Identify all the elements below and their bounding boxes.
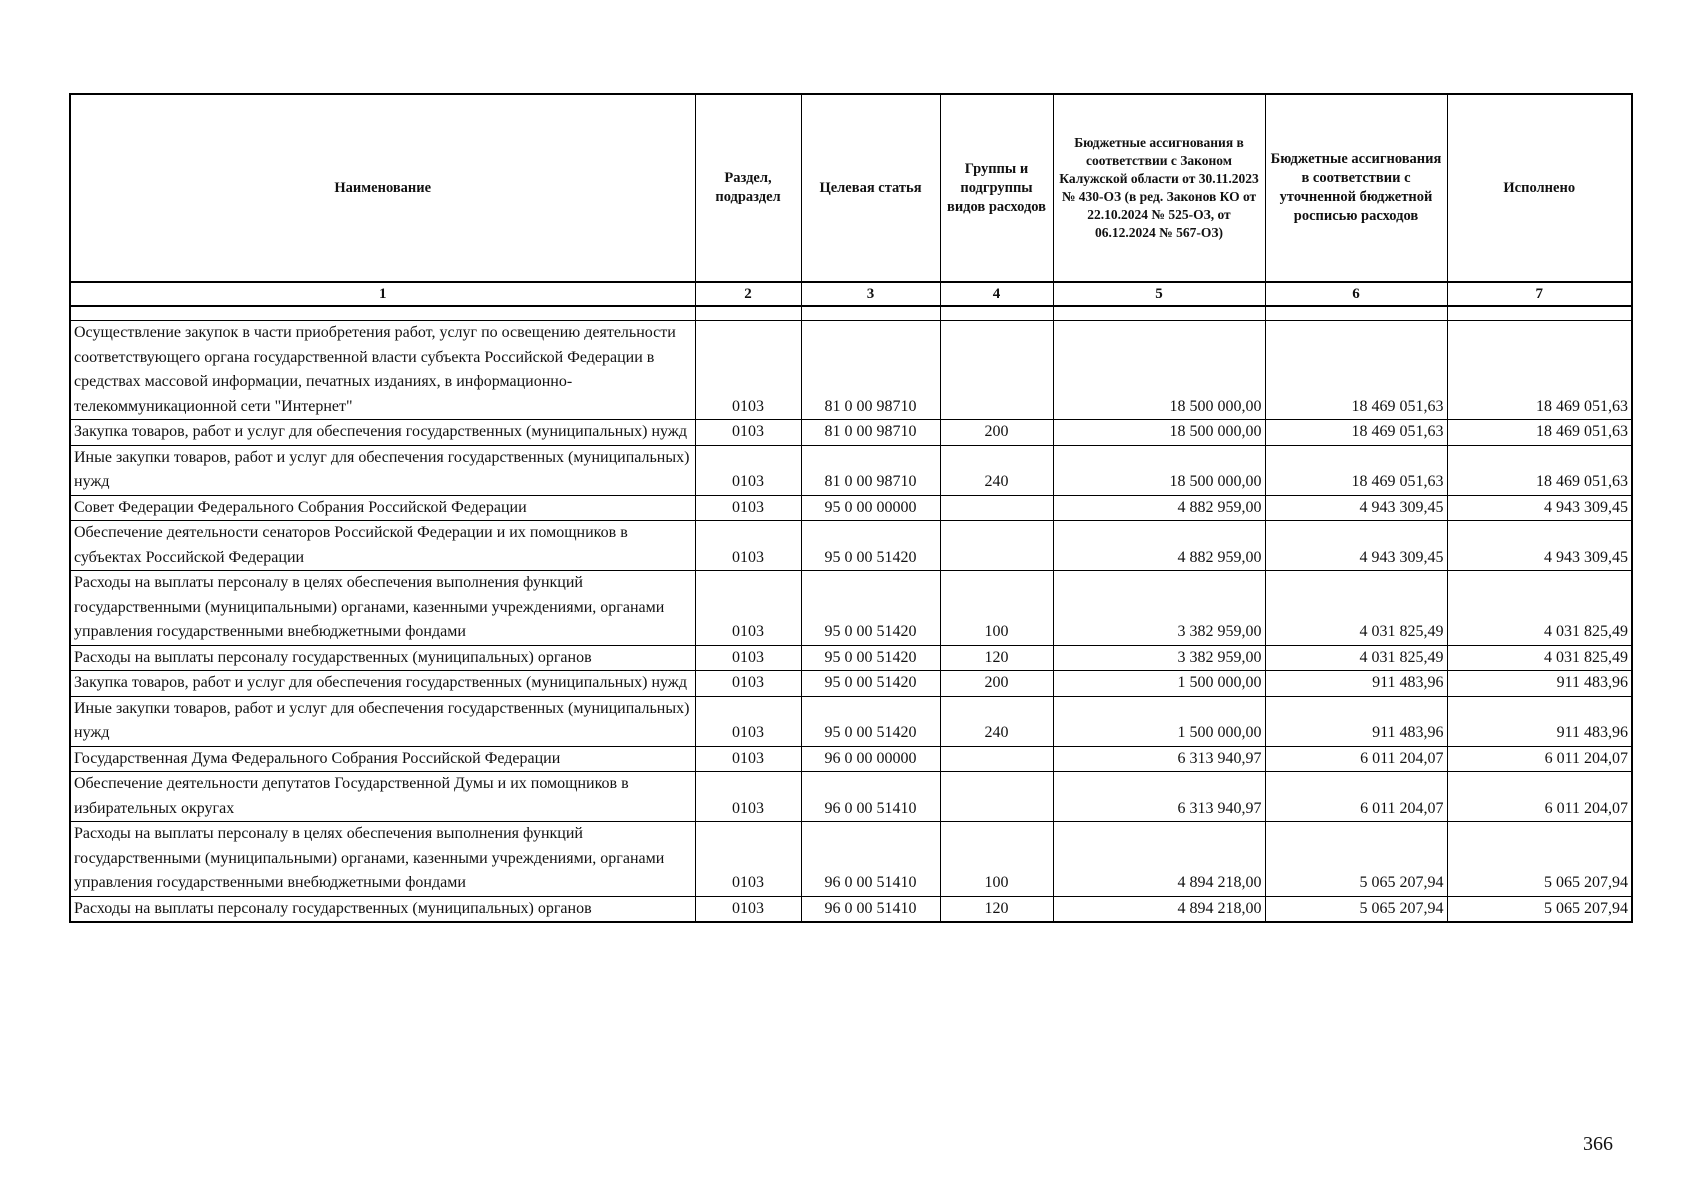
header-name: Наименование <box>70 94 695 282</box>
row-name-cell: Расходы на выплаты персоналу государственных (муниципальных) органов <box>70 896 695 922</box>
row-target-article-cell: 95 0 00 51420 <box>801 571 940 646</box>
row-executed-cell: 18 469 051,63 <box>1447 420 1632 446</box>
row-refined-allocation-cell: 5 065 207,94 <box>1265 822 1447 897</box>
row-refined-allocation-cell: 911 483,96 <box>1265 696 1447 746</box>
row-expense-group-cell: 240 <box>940 696 1053 746</box>
row-executed-cell: 4 943 309,45 <box>1447 521 1632 571</box>
row-expense-group-cell: 100 <box>940 571 1053 646</box>
row-refined-allocation-cell: 6 011 204,07 <box>1265 772 1447 822</box>
column-number: 6 <box>1265 282 1447 306</box>
row-refined-allocation-cell: 18 469 051,63 <box>1265 445 1447 495</box>
row-section-cell: 0103 <box>695 420 801 446</box>
row-refined-allocation-cell: 18 469 051,63 <box>1265 420 1447 446</box>
column-number: 4 <box>940 282 1053 306</box>
budget-table <box>69 93 1633 923</box>
row-name-cell: Совет Федерации Федерального Собрания Российской Федерации <box>70 495 695 521</box>
row-target-article-cell: 96 0 00 00000 <box>801 746 940 772</box>
table-row <box>70 772 1632 822</box>
column-number: 1 <box>70 282 695 306</box>
row-target-article-cell: 96 0 00 51410 <box>801 896 940 922</box>
row-refined-allocation-cell: 4 943 309,45 <box>1265 521 1447 571</box>
row-expense-group-cell: 200 <box>940 420 1053 446</box>
row-law-allocation-cell: 6 313 940,97 <box>1053 772 1265 822</box>
header-target-article: Целевая статья <box>801 94 940 282</box>
row-target-article-cell: 95 0 00 51420 <box>801 671 940 697</box>
row-law-allocation-cell: 18 500 000,00 <box>1053 445 1265 495</box>
row-section-cell: 0103 <box>695 521 801 571</box>
row-section-cell: 0103 <box>695 746 801 772</box>
row-section-cell: 0103 <box>695 571 801 646</box>
row-refined-allocation-cell: 18 469 051,63 <box>1265 321 1447 420</box>
row-executed-cell: 5 065 207,94 <box>1447 822 1632 897</box>
row-name-cell: Расходы на выплаты персоналу в целях обеспечения выполнения функций государственными (муниципальными) органами, казенными учреждениями, органами управления государственными внебюджетными фондами <box>70 571 695 646</box>
table-row <box>70 445 1632 495</box>
row-executed-cell: 18 469 051,63 <box>1447 321 1632 420</box>
row-target-article-cell: 81 0 00 98710 <box>801 445 940 495</box>
table-row <box>70 420 1632 446</box>
table-body <box>70 306 1632 922</box>
spacer-row <box>70 306 1632 321</box>
row-section-cell: 0103 <box>695 671 801 697</box>
row-target-article-cell: 81 0 00 98710 <box>801 321 940 420</box>
row-executed-cell: 4 031 825,49 <box>1447 571 1632 646</box>
row-executed-cell: 18 469 051,63 <box>1447 445 1632 495</box>
row-executed-cell: 4 031 825,49 <box>1447 645 1632 671</box>
row-law-allocation-cell: 3 382 959,00 <box>1053 645 1265 671</box>
row-name-cell: Расходы на выплаты персоналу в целях обеспечения выполнения функций государственными (муниципальными) органами, казенными учреждениями, органами управления государственными внебюджетными фондами <box>70 822 695 897</box>
table-row <box>70 696 1632 746</box>
row-refined-allocation-cell: 5 065 207,94 <box>1265 896 1447 922</box>
header-law-allocation: Бюджетные ассигнования в соответствии с Законом Калужской области от 30.11.2023 № 430-ОЗ (в ред. Законов КО от 22.10.2024 № 525-ОЗ, от 06.12.2024 № 567-ОЗ) <box>1053 94 1265 282</box>
row-expense-group-cell <box>940 321 1053 420</box>
row-name-cell: Осуществление закупок в части приобретения работ, услуг по освещению деятельности соответствующего органа государственной власти субъекта Российской Федерации в средствах массовой информации, печатных изданиях, в информационно-телекоммуникационной сети "Интернет" <box>70 321 695 420</box>
column-number: 7 <box>1447 282 1632 306</box>
row-name-cell: Обеспечение деятельности депутатов Государственной Думы и их помощников в избирательных округах <box>70 772 695 822</box>
table-row <box>70 896 1632 922</box>
row-name-cell: Иные закупки товаров, работ и услуг для обеспечения государственных (муниципальных) нужд <box>70 696 695 746</box>
table-row <box>70 321 1632 420</box>
column-number-row <box>70 282 1632 306</box>
row-target-article-cell: 95 0 00 51420 <box>801 696 940 746</box>
row-target-article-cell: 81 0 00 98710 <box>801 420 940 446</box>
row-section-cell: 0103 <box>695 696 801 746</box>
row-executed-cell: 4 943 309,45 <box>1447 495 1632 521</box>
row-expense-group-cell: 100 <box>940 822 1053 897</box>
row-executed-cell: 6 011 204,07 <box>1447 772 1632 822</box>
row-section-cell: 0103 <box>695 772 801 822</box>
row-refined-allocation-cell: 911 483,96 <box>1265 671 1447 697</box>
table-row <box>70 521 1632 571</box>
row-name-cell: Обеспечение деятельности сенаторов Российской Федерации и их помощников в субъектах Российской Федерации <box>70 521 695 571</box>
row-expense-group-cell <box>940 772 1053 822</box>
table-row <box>70 746 1632 772</box>
row-name-cell: Закупка товаров, работ и услуг для обеспечения государственных (муниципальных) нужд <box>70 420 695 446</box>
row-law-allocation-cell: 18 500 000,00 <box>1053 321 1265 420</box>
spacer-cell <box>695 306 801 321</box>
row-executed-cell: 911 483,96 <box>1447 696 1632 746</box>
column-number: 2 <box>695 282 801 306</box>
row-refined-allocation-cell: 4 943 309,45 <box>1265 495 1447 521</box>
table-row <box>70 571 1632 646</box>
header-executed: Исполнено <box>1447 94 1632 282</box>
table-row <box>70 671 1632 697</box>
row-expense-group-cell: 120 <box>940 896 1053 922</box>
row-target-article-cell: 96 0 00 51410 <box>801 772 940 822</box>
row-expense-group-cell <box>940 495 1053 521</box>
row-expense-group-cell <box>940 746 1053 772</box>
row-expense-group-cell: 240 <box>940 445 1053 495</box>
table-row <box>70 645 1632 671</box>
row-law-allocation-cell: 4 882 959,00 <box>1053 495 1265 521</box>
row-target-article-cell: 96 0 00 51410 <box>801 822 940 897</box>
row-law-allocation-cell: 4 882 959,00 <box>1053 521 1265 571</box>
row-law-allocation-cell: 1 500 000,00 <box>1053 671 1265 697</box>
row-section-cell: 0103 <box>695 495 801 521</box>
row-section-cell: 0103 <box>695 896 801 922</box>
spacer-cell <box>1053 306 1265 321</box>
row-name-cell: Расходы на выплаты персоналу государственных (муниципальных) органов <box>70 645 695 671</box>
page-number: 366 <box>1583 1133 1613 1155</box>
row-executed-cell: 6 011 204,07 <box>1447 746 1632 772</box>
row-name-cell: Закупка товаров, работ и услуг для обеспечения государственных (муниципальных) нужд <box>70 671 695 697</box>
row-law-allocation-cell: 4 894 218,00 <box>1053 896 1265 922</box>
header-expense-group: Группы и подгруппы видов расходов <box>940 94 1053 282</box>
row-target-article-cell: 95 0 00 51420 <box>801 521 940 571</box>
spacer-cell <box>801 306 940 321</box>
header-row <box>70 94 1632 282</box>
row-law-allocation-cell: 4 894 218,00 <box>1053 822 1265 897</box>
row-target-article-cell: 95 0 00 51420 <box>801 645 940 671</box>
spacer-cell <box>1447 306 1632 321</box>
header-refined-allocation: Бюджетные ассигнования в соответствии с уточненной бюджетной росписью расходов <box>1265 94 1447 282</box>
row-executed-cell: 5 065 207,94 <box>1447 896 1632 922</box>
table-row <box>70 495 1632 521</box>
row-section-cell: 0103 <box>695 445 801 495</box>
spacer-cell <box>940 306 1053 321</box>
row-expense-group-cell <box>940 521 1053 571</box>
row-executed-cell: 911 483,96 <box>1447 671 1632 697</box>
row-law-allocation-cell: 6 313 940,97 <box>1053 746 1265 772</box>
row-target-article-cell: 95 0 00 00000 <box>801 495 940 521</box>
row-law-allocation-cell: 3 382 959,00 <box>1053 571 1265 646</box>
spacer-cell <box>70 306 695 321</box>
row-refined-allocation-cell: 6 011 204,07 <box>1265 746 1447 772</box>
column-number: 3 <box>801 282 940 306</box>
row-name-cell: Государственная Дума Федерального Собрания Российской Федерации <box>70 746 695 772</box>
row-refined-allocation-cell: 4 031 825,49 <box>1265 645 1447 671</box>
spacer-cell <box>1265 306 1447 321</box>
table-row <box>70 822 1632 897</box>
row-expense-group-cell: 200 <box>940 671 1053 697</box>
row-law-allocation-cell: 18 500 000,00 <box>1053 420 1265 446</box>
header-section: Раздел, подраздел <box>695 94 801 282</box>
row-expense-group-cell: 120 <box>940 645 1053 671</box>
row-section-cell: 0103 <box>695 822 801 897</box>
column-number: 5 <box>1053 282 1265 306</box>
row-name-cell: Иные закупки товаров, работ и услуг для обеспечения государственных (муниципальных) нужд <box>70 445 695 495</box>
row-section-cell: 0103 <box>695 321 801 420</box>
row-law-allocation-cell: 1 500 000,00 <box>1053 696 1265 746</box>
row-refined-allocation-cell: 4 031 825,49 <box>1265 571 1447 646</box>
row-section-cell: 0103 <box>695 645 801 671</box>
